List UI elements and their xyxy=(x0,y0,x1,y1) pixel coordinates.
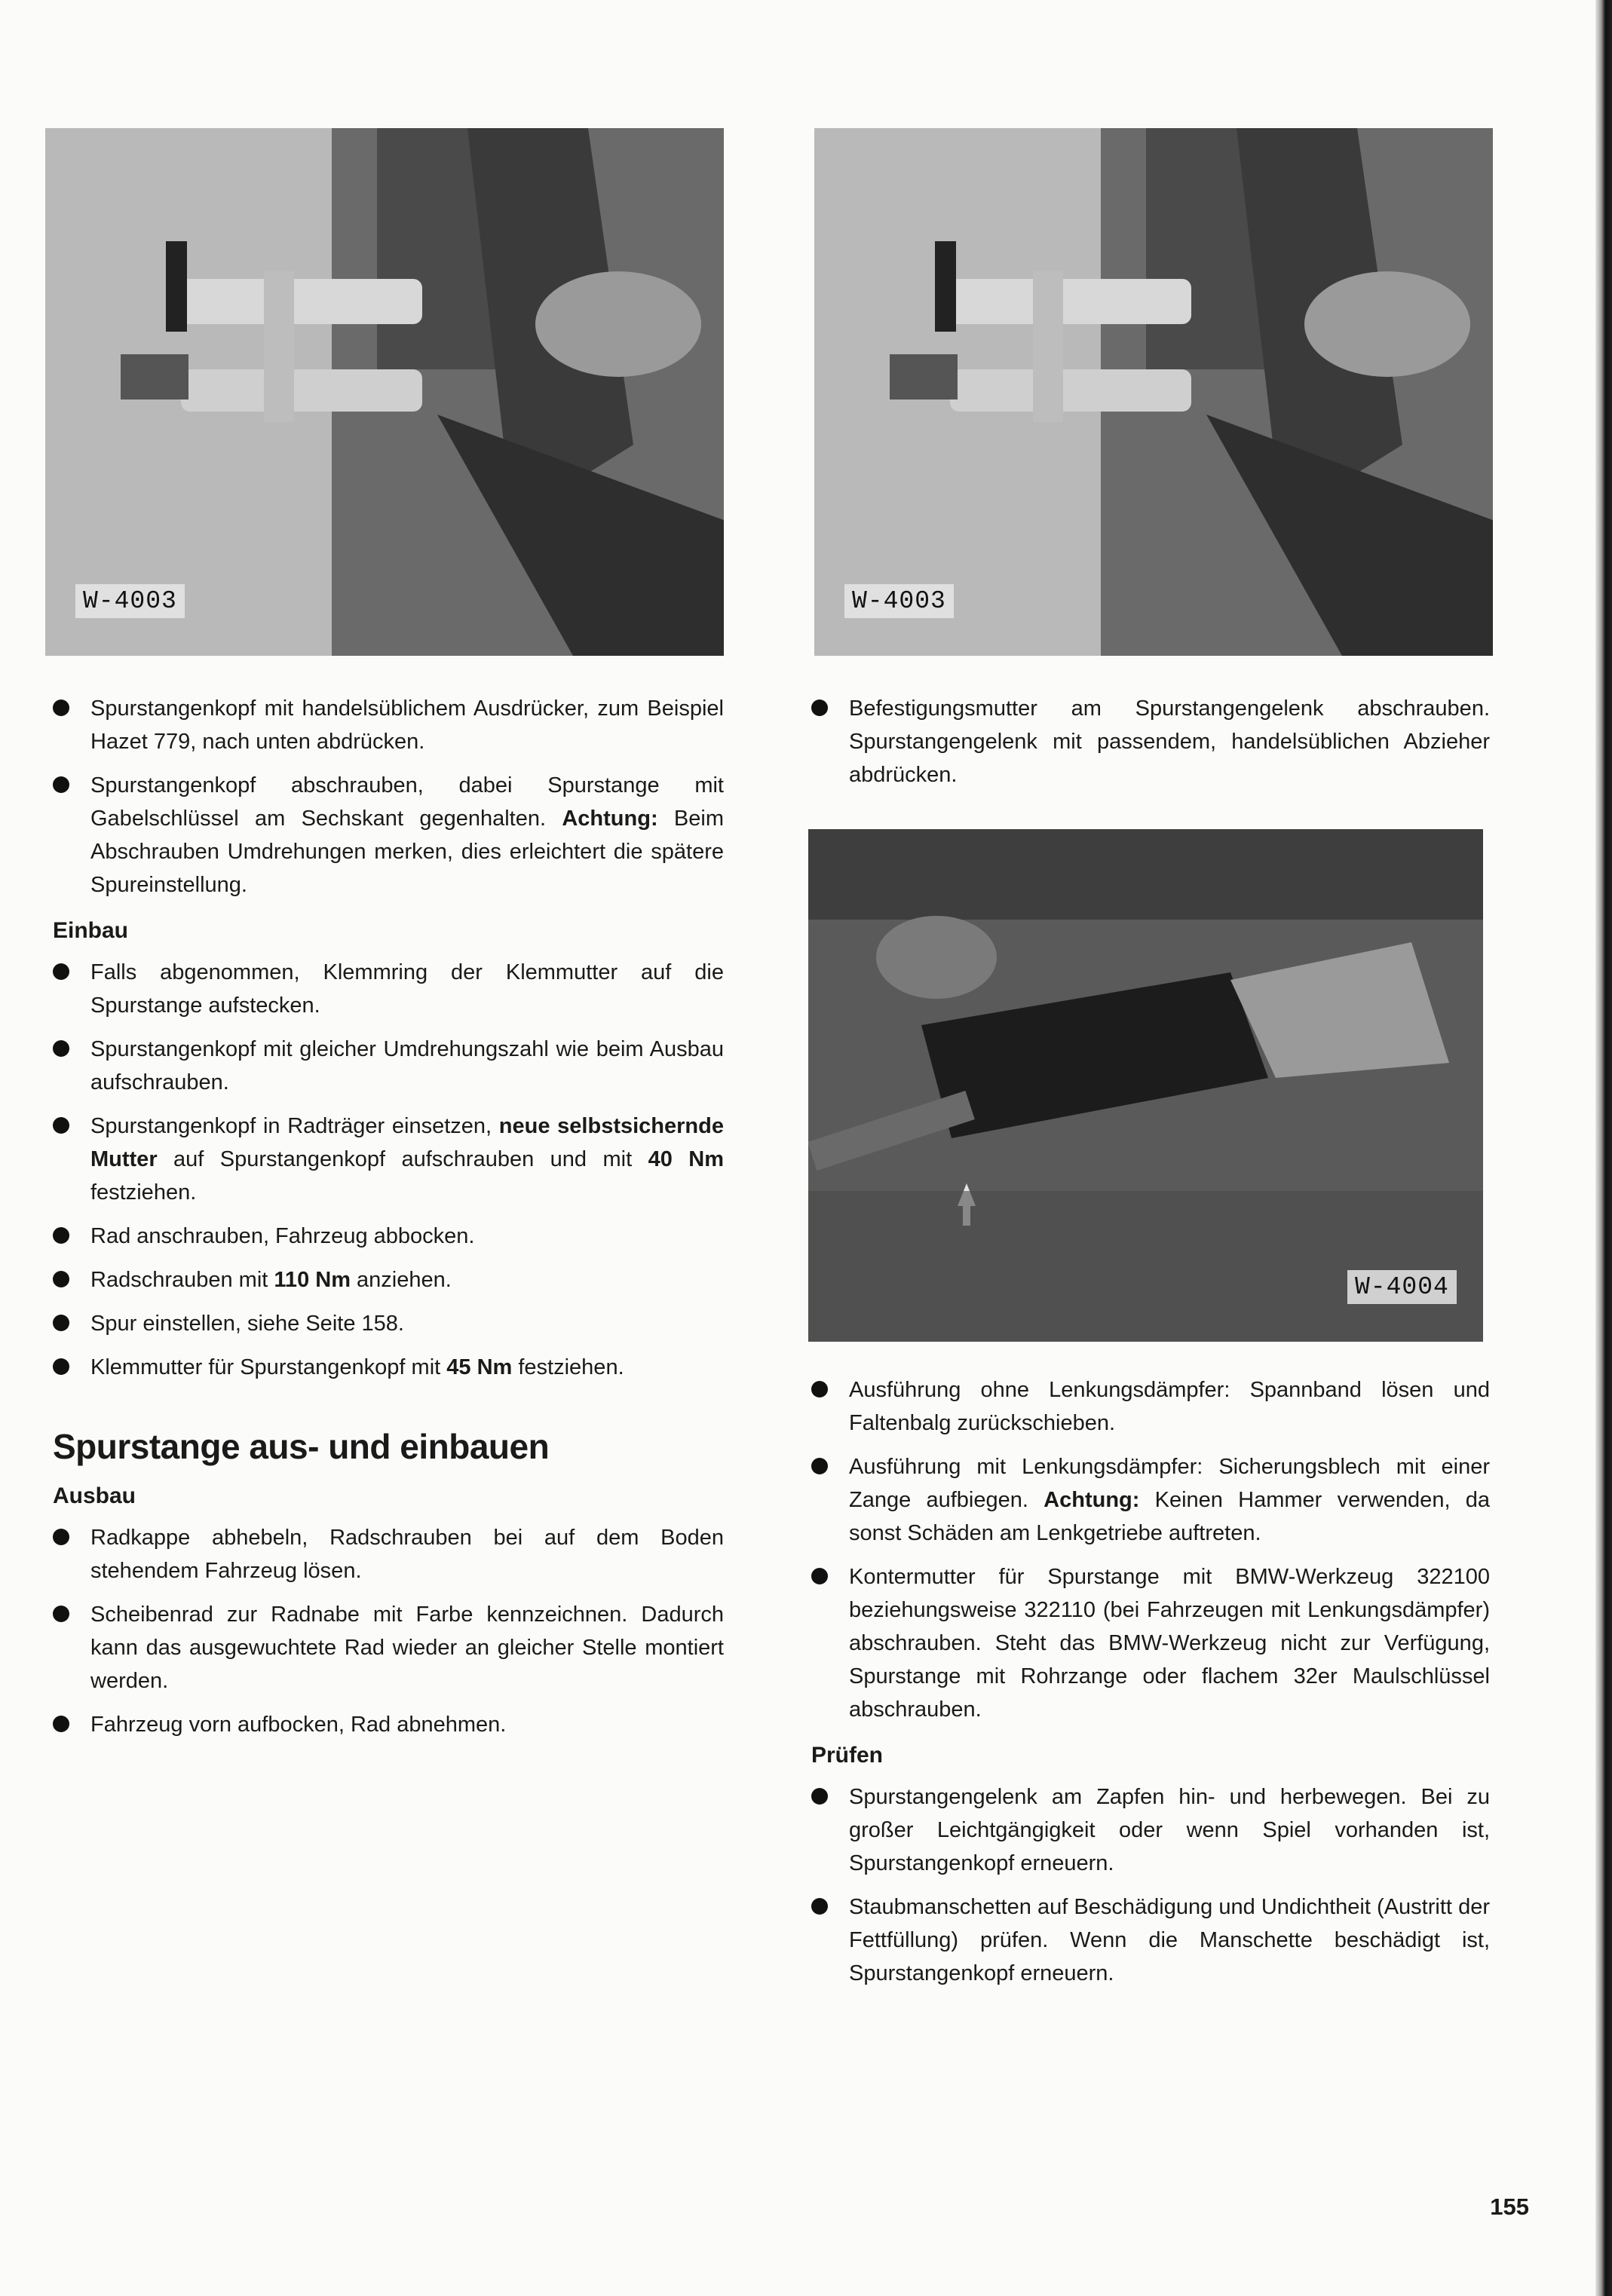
list-item: Kontermutter für Spurstange mit BMW-Werkzeug 322100 beziehungsweise 322110 (bei Fahrzeugen mit Lenkungsdämpfer) abschrauben. Steht das BMW-Werkzeug nicht zur Verfügung, Spurstange mit Rohrzange oder flachem 32er Maulschlüssel abschrauben. xyxy=(811,1560,1490,1726)
list-item: Ausführung mit Lenkungsdämpfer: Sicherungsblech mit einer Zange aufbiegen. Achtung: Keinen Hammer verwenden, da sonst Schäden am Lenkgetriebe auftreten. xyxy=(811,1450,1490,1550)
pruefen-steps xyxy=(811,1780,1490,1990)
list-item: Klemmutter für Spurstangenkopf mit 45 Nm festziehen. xyxy=(53,1351,724,1384)
bullet-icon xyxy=(811,1381,828,1397)
right-column-bottom xyxy=(811,1373,1490,2001)
bullet-icon xyxy=(811,700,828,716)
einbau-heading: Einbau xyxy=(53,918,129,943)
bullet-icon xyxy=(811,1458,828,1474)
list-item: Radschrauben mit 110 Nm anziehen. xyxy=(53,1263,724,1296)
list-item: Spurstangenkopf mit gleicher Umdrehungszahl wie beim Ausbau aufschrauben. xyxy=(53,1033,724,1099)
photo-label: W-4004 xyxy=(1347,1270,1457,1304)
list-item: Scheibenrad zur Radnabe mit Farbe kennzeichnen. Dadurch kann das ausgewuchtete Rad wieder an gleicher Stelle montiert werden. xyxy=(53,1598,724,1698)
photo-label: W-4003 xyxy=(844,584,954,618)
list-item: Fahrzeug vorn aufbocken, Rad abnehmen. xyxy=(53,1708,724,1741)
photo-tie-rod-puller-left xyxy=(45,128,724,656)
list-item: Spurstangenkopf in Radträger einsetzen, neue selbstsichernde Mutter auf Spurstangenkopf aufschrauben und mit 40 Nm festziehen. xyxy=(53,1110,724,1209)
list-item: Falls abgenommen, Klemmring der Klemmutter auf die Spurstange aufstecken. xyxy=(53,956,724,1022)
bullet-icon xyxy=(53,1358,69,1375)
list-item: Spurstangengelenk am Zapfen hin- und herbewegen. Bei zu großer Leichtgängigkeit oder wenn Spiel vorhanden ist, Spurstangenkopf erneuern. xyxy=(811,1780,1490,1880)
page-number: 155 xyxy=(1490,2193,1529,2220)
bullet-icon xyxy=(53,1606,69,1622)
list-item: Radkappe abhebeln, Radschrauben bei auf dem Boden stehendem Fahrzeug lösen. xyxy=(53,1521,724,1587)
bullet-icon xyxy=(811,1568,828,1584)
left-column xyxy=(53,692,724,1752)
right-column-top xyxy=(811,692,1490,802)
bullet-icon xyxy=(53,700,69,716)
bullet-icon xyxy=(811,1788,828,1805)
photo-illustration xyxy=(45,128,724,656)
list-item: Spur einstellen, siehe Seite 158. xyxy=(53,1307,724,1340)
ausbau-steps xyxy=(53,1521,724,1741)
ausbau-heading: Ausbau xyxy=(53,1483,136,1508)
ausbau-steps-continued xyxy=(53,692,724,902)
page-edge-shadow xyxy=(1595,0,1612,2296)
right-steps xyxy=(811,1373,1490,1726)
photo-illustration xyxy=(814,128,1493,656)
bullet-icon xyxy=(53,1117,69,1134)
bullet-icon xyxy=(53,963,69,980)
bullet-icon xyxy=(53,1040,69,1057)
bullet-icon xyxy=(53,1716,69,1732)
list-item: Spurstangenkopf mit handelsüblichem Ausdrücker, zum Beispiel Hazet 779, nach unten abdrücken. xyxy=(53,692,724,758)
photo-tie-rod-puller-right xyxy=(814,128,1493,656)
list-item: Staubmanschetten auf Beschädigung und Undichtheit (Austritt der Fettfüllung) prüfen. Wenn die Manschette beschädigt ist, Spurstangenkopf erneuern. xyxy=(811,1890,1490,1990)
right-steps-top xyxy=(811,692,1490,791)
photo-illustration xyxy=(808,829,1483,1342)
bullet-icon xyxy=(53,1227,69,1244)
photo-label: W-4003 xyxy=(75,584,185,618)
bullet-icon xyxy=(53,1529,69,1545)
list-item: Ausführung ohne Lenkungsdämpfer: Spannband lösen und Faltenbalg zurückschieben. xyxy=(811,1373,1490,1440)
list-item: Rad anschrauben, Fahrzeug abbocken. xyxy=(53,1220,724,1253)
photo-steering-boot xyxy=(808,829,1483,1342)
bullet-icon xyxy=(811,1898,828,1915)
section-title: Spurstange aus- und einbauen xyxy=(53,1427,550,1466)
bullet-icon xyxy=(53,1271,69,1287)
bullet-icon xyxy=(53,1315,69,1331)
pruefen-heading: Prüfen xyxy=(811,1743,884,1768)
einbau-steps xyxy=(53,956,724,1384)
bullet-icon xyxy=(53,776,69,793)
list-item: Befestigungsmutter am Spurstangengelenk abschrauben. Spurstangengelenk mit passendem, handelsüblichen Abzieher abdrücken. xyxy=(811,692,1490,791)
list-item: Spurstangenkopf abschrauben, dabei Spurstange mit Gabelschlüssel am Sechskant gegenhalten. Achtung: Beim Abschrauben Umdrehungen merken, dies erleichtert die spätere Spureinstellung. xyxy=(53,769,724,902)
